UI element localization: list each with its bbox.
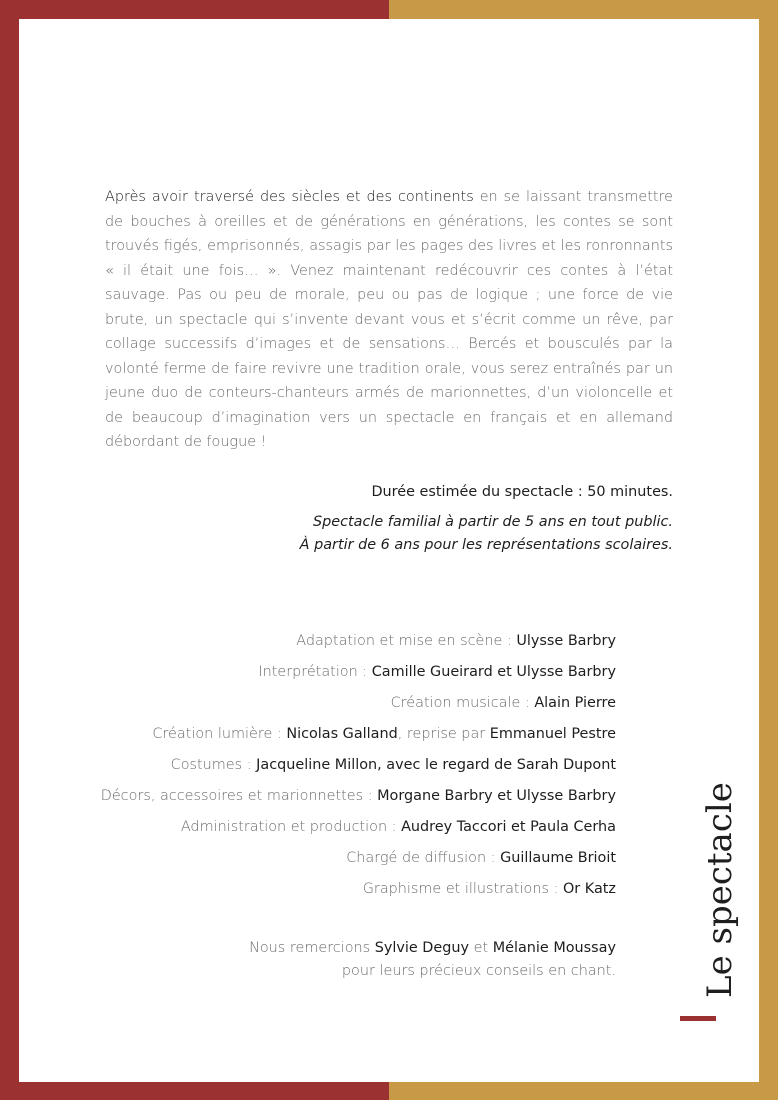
credit-role: Costumes : xyxy=(170,757,257,773)
credit-row xyxy=(101,812,616,843)
thanks-and: et xyxy=(469,940,493,956)
audience-info xyxy=(300,511,673,557)
credits-list xyxy=(101,626,616,905)
credit-row xyxy=(101,781,616,812)
audience-line-2: À partir de 6 ans pour les représentations scolaires. xyxy=(299,537,673,553)
credit-row xyxy=(101,843,616,874)
credit-role: Adaptation et mise en scène : xyxy=(296,633,517,649)
credit-name: Jacqueline Millon, avec le regard de Sarah Dupont xyxy=(256,757,616,773)
credit-role: Chargé de diffusion : xyxy=(346,850,501,866)
section-title-marker xyxy=(680,1016,716,1021)
thanks-line-1 xyxy=(249,937,616,960)
credit-role: Graphisme et illustrations : xyxy=(362,881,563,897)
credit-name: Morgane Barbry et Ulysse Barbry xyxy=(377,788,616,804)
credit-role: Interprétation : xyxy=(258,664,372,680)
duration-text: Durée estimée du spectacle : 50 minutes. xyxy=(371,484,673,500)
credit-name: Ulysse Barbry xyxy=(516,633,616,649)
thanks-line-2: pour leurs précieux conseils en chant. xyxy=(341,963,616,979)
credit-name: Nicolas Galland xyxy=(286,726,398,742)
intro-lead: Après avoir traversé des siècles et des continents xyxy=(105,189,474,205)
credit-name: Camille Gueirard et Ulysse Barbry xyxy=(371,664,616,680)
intro-body: en se laissant transmettre de bouches à oreilles et de générations en générations, les contes se sont trouvés figés, emprisonnés, assagis par les pages des livres et les ronronnants « il était une fois… ». Venez maintenant redécouvrir ces contes à l’état sauvage. Pas ou peu de morale, peu ou pas de logique ; une force de vie brute, un spectacle qui s’invente devant vous et s’écrit comme un rêve, par collage successifs d’images et de sensations… Bercés et bousculés par la volonté ferme de faire revivre une tradition orale, vous serez entraînés par un jeune duo de conteurs-chanteurs armés de marionnettes, d’un violoncelle et de beaucoup d’imagination vers un spectacle en français et en allemand débordant de fougue ! xyxy=(105,189,673,450)
acknowledgements xyxy=(249,937,616,983)
credit-row xyxy=(101,688,616,719)
credit-row xyxy=(101,750,616,781)
thanks-prefix: Nous remercions xyxy=(249,940,375,956)
thanks-name-2: Mélanie Moussay xyxy=(492,940,616,956)
credit-name: Guillaume Brioit xyxy=(500,850,616,866)
credit-row xyxy=(101,657,616,688)
credit-row xyxy=(101,874,616,905)
credit-name: Or Katz xyxy=(562,881,616,897)
credit-row xyxy=(101,719,616,750)
thanks-name-1: Sylvie Deguy xyxy=(374,940,470,956)
credit-role: Administration et production : xyxy=(180,819,402,835)
intro-paragraph xyxy=(105,185,673,455)
credit-name: Audrey Taccori et Paula Cerha xyxy=(401,819,616,835)
credit-name: Alain Pierre xyxy=(534,695,616,711)
audience-line-1: Spectacle familial à partir de 5 ans en tout public. xyxy=(312,514,673,530)
credit-role: Décors, accessoires et marionnettes : xyxy=(100,788,378,804)
section-title-vertical: Le spectacle xyxy=(700,782,740,998)
credit-name-secondary: Emmanuel Pestre xyxy=(489,726,616,742)
credit-connector: , reprise par xyxy=(397,726,490,742)
credit-role: Création lumière : xyxy=(152,726,287,742)
credit-row xyxy=(101,626,616,657)
credit-role: Création musicale : xyxy=(390,695,535,711)
